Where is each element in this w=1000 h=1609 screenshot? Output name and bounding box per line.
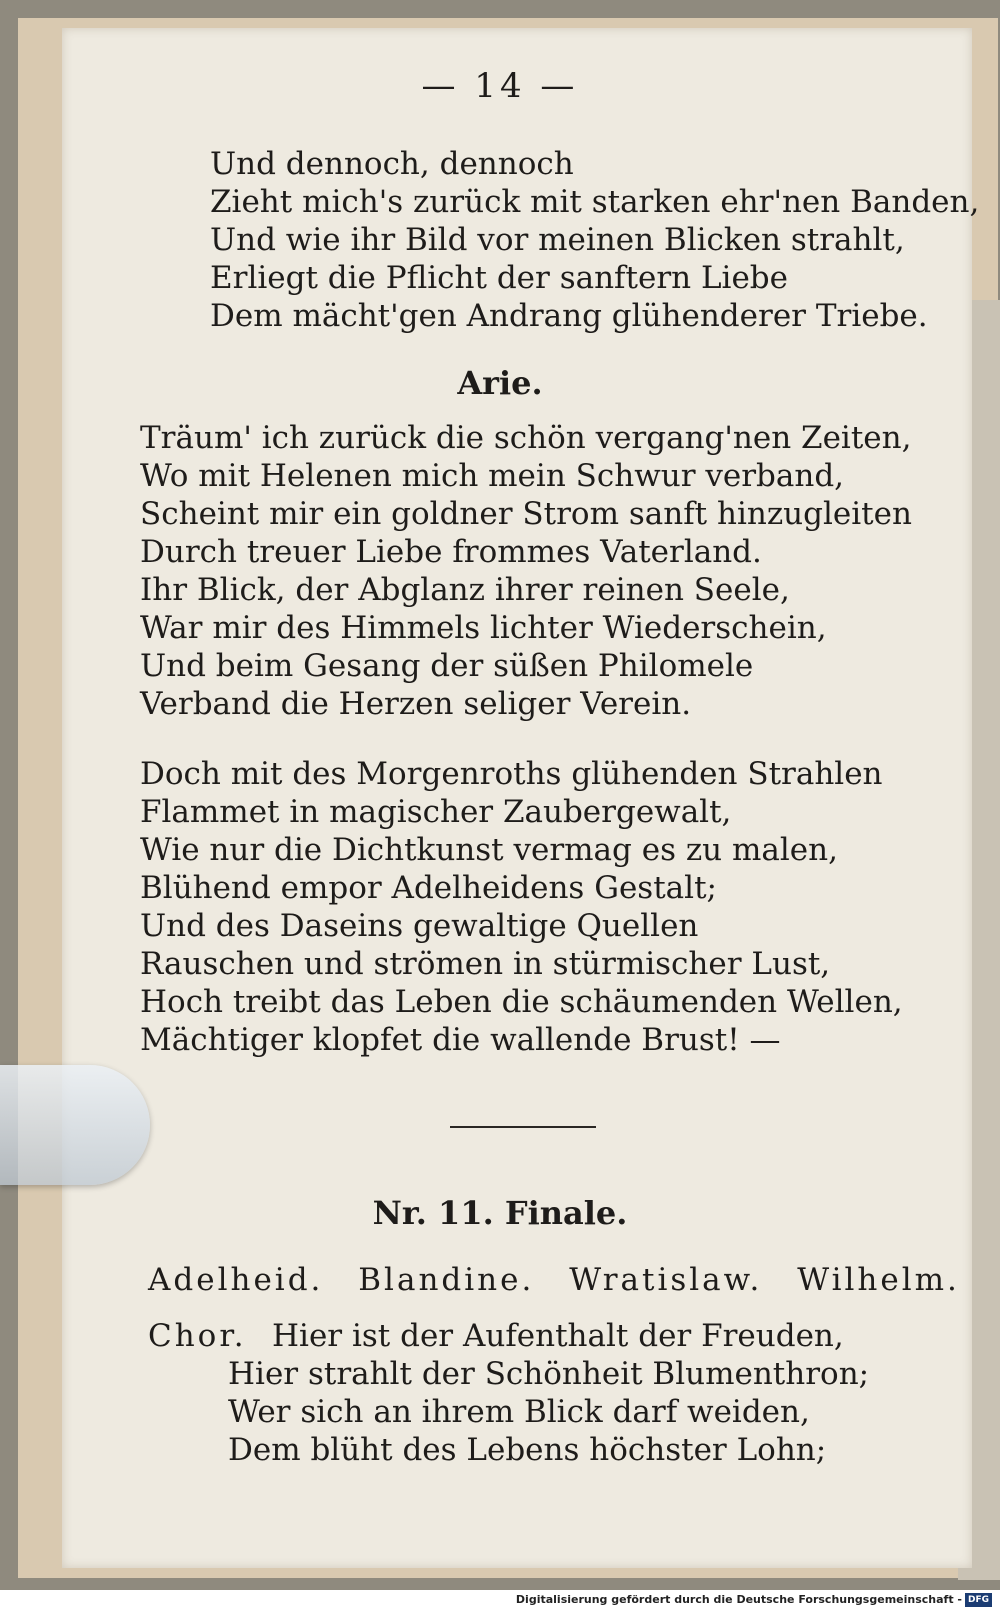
- text-line: Zieht mich's zurück mit starken ehr'nen Banden,: [210, 184, 980, 220]
- speaker-label: Chor.: [148, 1318, 247, 1354]
- dfg-logo: DFG: [965, 1593, 992, 1607]
- text-line: Und dennoch, dennoch: [210, 146, 574, 182]
- character-name: Blandine.: [358, 1262, 535, 1298]
- text-line: Scheint mir ein goldner Strom sanft hinzugleiten: [140, 496, 912, 532]
- text-line: Blühend empor Adelheidens Gestalt;: [140, 870, 717, 906]
- text-line: Wo mit Helenen mich mein Schwur verband,: [140, 458, 845, 494]
- text-line: Wer sich an ihrem Blick darf weiden,: [228, 1394, 810, 1430]
- page-number: — 14 —: [421, 66, 579, 106]
- funding-notice: [516, 1590, 992, 1609]
- text-line: War mir des Himmels lichter Wiederschein,: [140, 610, 827, 646]
- text-line: Doch mit des Morgenroths glühenden Strahlen: [140, 756, 883, 792]
- text-line: Hier strahlt der Schönheit Blumenthron;: [228, 1356, 870, 1392]
- text-line: Rauschen und strömen in stürmischer Lust,: [140, 946, 831, 982]
- text-line: Träum' ich zurück die schön vergang'nen Zeiten,: [140, 420, 912, 456]
- section-heading-finale: Nr. 11. Finale.: [372, 1194, 628, 1232]
- text-line: Und des Daseins gewaltige Quellen: [140, 908, 699, 944]
- text-line: Verband die Herzen seliger Verein.: [140, 686, 692, 722]
- text-line: Dem mächt'gen Andrang glühenderer Triebe.: [210, 298, 928, 334]
- funding-text: Digitalisierung gefördert durch die Deutsche Forschungsgemeinschaft -: [515, 1593, 962, 1606]
- character-list: [148, 1262, 982, 1298]
- text-line: Durch treuer Liebe frommes Vaterland.: [140, 534, 762, 570]
- character-name: Wratislaw.: [569, 1262, 763, 1298]
- text-line: Erliegt die Pflicht der sanftern Liebe: [210, 260, 788, 296]
- text-line: Dem blüht des Lebens höchster Lohn;: [228, 1432, 827, 1468]
- text-line: Und beim Gesang der süßen Philomele: [140, 648, 754, 684]
- text-line: Flammet in magischer Zaubergewalt,: [140, 794, 732, 830]
- character-name: Wilhelm.: [797, 1262, 960, 1298]
- character-name: Adelheid.: [148, 1262, 324, 1298]
- text-line: Wie nur die Dichtkunst vermag es zu malen,: [140, 832, 838, 868]
- text-line: Mächtiger klopfet die wallende Brust! —: [140, 1022, 781, 1058]
- text-line: Hoch treibt das Leben die schäumenden Wellen,: [140, 984, 903, 1020]
- text-line: Und wie ihr Bild vor meinen Blicken strahlt,: [210, 222, 905, 258]
- page-clip: [0, 1065, 150, 1185]
- text-line: Ihr Blick, der Abglanz ihrer reinen Seele,: [140, 572, 790, 608]
- section-divider: [450, 1126, 596, 1128]
- text-line: Hier ist der Aufenthalt der Freuden,: [272, 1318, 844, 1354]
- section-heading-arie: Arie.: [457, 364, 543, 402]
